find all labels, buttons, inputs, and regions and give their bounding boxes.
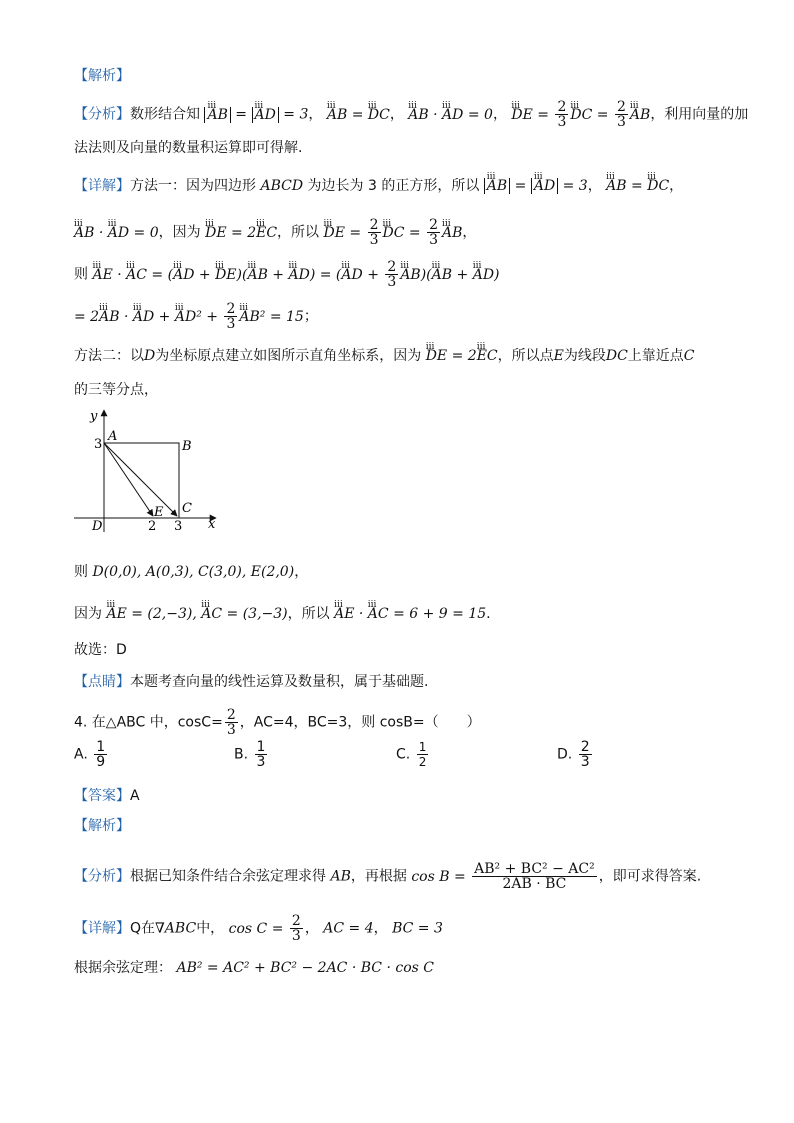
section-label-jiexi: 【解析】 (74, 68, 130, 84)
tick-x-3: 3 (174, 519, 183, 534)
detail-method1-line1: 【详解】方法一：因为四边形 ABCD 为边长为 3 的正方形，所以 ⅲ AB = ⅲ AD = 3， ⅲ AB = ⅲ DC， (74, 176, 683, 196)
section-label-fenxi-2: 【分析】 (74, 868, 130, 885)
analysis-line-2: 法法则及向量的数量积运算即可得解. (74, 140, 303, 156)
answer-value: A (130, 788, 140, 804)
tick-x-2: 2 (148, 519, 157, 534)
point-E-label: E (154, 505, 164, 520)
detail-method2-line2: 的三等分点， (74, 382, 158, 398)
option-c[interactable]: C. $\frac{1}{2}$ (396, 740, 427, 769)
option-b[interactable]: B. $\frac{1}{3}$ (234, 739, 266, 770)
tick-y-3: 3 (94, 437, 103, 452)
analysis-line-1: 【分析】数形结合知 ⅲ AB = ⅲ AD = 3， ⅲ AB = ⅲ DC， ⅲ AB · ⅲ AD = 0， ⅲ DE = $\frac{2}{3}$ ⅲ DC = $\frac{2}{3}$ ⅲ AB，利用向量的加 (74, 100, 748, 129)
answer-line (74, 786, 140, 806)
detail-method1-line4: = 2ⅲ AB · ⅲ AD + ⅲ AD² + $\frac{2}{3}$ ⅲ AB² = 15； (74, 302, 318, 331)
section-label-xiangjie-2: 【详解】 (74, 920, 130, 937)
section-label-fenxi: 【分析】 (74, 106, 130, 123)
option-d[interactable]: D. $\frac{2}{3}$ (557, 739, 590, 770)
choose-line: 故选：D (74, 642, 127, 658)
y-axis-label: y (90, 409, 98, 424)
point-A-label: A (108, 429, 118, 444)
vector-AE (104, 443, 153, 516)
point-C-label: C (182, 501, 192, 516)
dianjing-line: 【点睛】本题考查向量的线性运算及数量积，属于基础题. (74, 674, 429, 690)
point-B-label: B (182, 439, 192, 454)
detail2-line: 【详解】Q在∇ABC中， cos C = $\frac{2}{3}$ ， AC = 4， BC = 3 (74, 913, 443, 944)
detail-method1-line3: 则 ⅲ AE · ⅲ AC = (ⅲ AD + ⅲ DE)(ⅲ AB + ⅲ AD) = (ⅲ AD + $\frac{2}{3}$ ⅲ AB)(ⅲ AB + ⅲ AD) (74, 260, 500, 289)
coordinates-line: 则 D(0,0), A(0,3), C(3,0), E(2,0)， (74, 564, 309, 580)
section-label-jiexi-2: 【解析】 (74, 818, 130, 834)
section-label-dianjing: 【点睛】 (74, 674, 130, 690)
detail-method2-line1: 方法二：以D为坐标原点建立如图所示直角坐标系，因为 ⅲ DE = 2ⅲ EC，所以点E为线段DC上靠近点C (74, 346, 695, 366)
x-axis-label: x (208, 517, 216, 532)
section-label-xiangjie: 【详解】 (74, 178, 130, 194)
section-label-daan: 【答案】 (74, 788, 130, 804)
coordinate-figure (70, 406, 230, 536)
option-a[interactable]: A. $\frac{1}{9}$ (74, 739, 106, 770)
dot-product-line: 因为 ⅲ AE = (2,−3), ⅲ AC = (3,−3)，所以 ⅲ AE · ⅲ AC = 6 + 9 = 15. (74, 604, 491, 624)
question-4: 4. 在△ABC 中，cosC= $\frac{2}{3}$ ，AC=4，BC=3，则 cosB=（ ） (74, 707, 481, 738)
detail-method1-line2: ⅲ AB · ⅲ AD = 0，因为 ⅲ DE = 2ⅲ EC，所以 ⅲ DE = $\frac{2}{3}$ ⅲ DC = $\frac{2}{3}$ ⅲ AB， (74, 218, 476, 247)
analysis2-line: 【分析】根据已知条件结合余弦定理求得 AB，再根据 cos B = $\frac{\text{AB² + BC² − AC²}}{2AB \cdot BC}$ ，即可求得答案. (74, 861, 702, 892)
cosine-law-line: 根据余弦定理： AB² = AC² + BC² − 2AC · BC · cos C (74, 960, 434, 976)
vector-AC (104, 443, 177, 516)
point-D-label: D (92, 519, 103, 534)
